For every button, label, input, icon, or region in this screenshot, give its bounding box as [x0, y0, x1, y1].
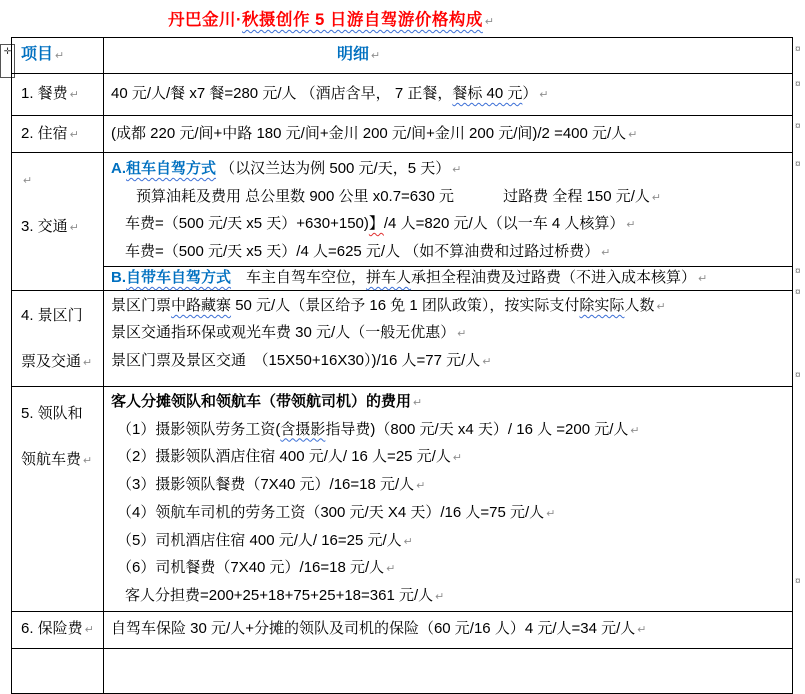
row-detail-partial[interactable]: [104, 648, 793, 693]
text-segment: 5. 领队和: [21, 405, 83, 422]
end-of-row-marker: ¤: [795, 370, 801, 381]
text-segment: 1. 餐费: [21, 85, 68, 102]
paragraph-mark-icon: ↵: [484, 16, 495, 28]
paragraph-mark-icon: ↵: [413, 397, 423, 409]
text-segment: A.: [111, 160, 126, 177]
text-segment: 自带车自驾方式: [126, 269, 232, 286]
text-segment: （4）领航车司机的劳务工资（300 元/天 X4 天）/16 人=75 元/人: [117, 503, 545, 521]
paragraph-mark-icon: ↵: [83, 455, 93, 467]
paragraph-mark-icon: ↵: [539, 89, 549, 101]
text-segment: 承担全程油费及过路费（不进入成本核算）: [411, 269, 697, 286]
row-label-meal[interactable]: [12, 74, 104, 116]
paragraph-mark-icon: ↵: [55, 50, 65, 62]
text-segment: 40 元/人/餐 x7 餐=280 元/人 （酒店含早， 7 正餐，: [111, 85, 453, 102]
text-segment: 指导费)（800 元/天 x4 天）/ 16 人 =200 元/人: [325, 420, 629, 438]
row-detail-transport-own[interactable]: [104, 267, 793, 291]
text-segment: （6）司机餐费（7X40 元）/16=18 元/人: [117, 559, 385, 577]
text-segment: 明细: [337, 46, 370, 63]
text-segment: 领航车费: [21, 451, 82, 468]
paragraph-mark-icon: ↵: [637, 624, 647, 637]
paragraph-mark-icon: ↵: [656, 301, 666, 313]
paragraph-mark-icon: ↵: [69, 89, 79, 101]
paragraph-mark-icon: ↵: [651, 191, 662, 204]
paragraph-mark-icon: ↵: [626, 219, 636, 231]
paragraph-mark-icon: ↵: [371, 50, 381, 62]
table-header-row: [12, 38, 793, 74]
text-segment: 3. 交通: [21, 218, 68, 235]
price-table: [11, 37, 793, 694]
text-segment: 4. 景区门: [21, 307, 83, 324]
row-detail-guide[interactable]: [104, 387, 793, 612]
text-segment: ）: [522, 85, 538, 102]
text-segment: 车主自驾车空位，: [231, 269, 367, 286]
table-row: [12, 611, 793, 648]
row-detail-transport-rent[interactable]: [104, 153, 793, 267]
text-segment: 餐标 40 元: [452, 85, 523, 102]
text-segment: 项目: [21, 46, 54, 63]
row-label-transport[interactable]: [12, 153, 104, 291]
table-row: [12, 153, 793, 267]
text-segment: 中路藏寨: [171, 297, 232, 314]
document-title[interactable]: [168, 7, 495, 35]
text-segment: 预算油耗及费用 总公里数 900 公里 x0.7=630 元 过路费 全程 150 元/人: [136, 187, 650, 205]
text-segment: （2）摄影领队酒店住宿 400 元/人/ 16 人=25 元/人: [117, 448, 451, 466]
end-of-row-marker: ¤: [795, 79, 801, 90]
text-segment: 景区交通指环保或观光车费 30 元/人（一般无优惠）: [111, 324, 456, 342]
text-segment: 客人分担费=200+25+18+75+25+18=361 元/人: [125, 586, 434, 604]
paragraph-mark-icon: ↵: [630, 424, 640, 437]
table-row: [12, 291, 793, 387]
end-of-row-marker: ¤: [795, 266, 801, 277]
text-segment: B.: [111, 269, 126, 286]
paragraph-mark-icon: ↵: [386, 563, 396, 576]
text-segment: 车费=（500 元/天 x5 天）+630+150): [125, 215, 369, 232]
text-segment: 景区门票: [111, 297, 172, 314]
text-segment: 客人分摊领队和领航车（带领航司机）的费用: [111, 393, 412, 410]
paragraph-mark-icon: ↵: [435, 590, 445, 603]
paragraph-mark-icon: ↵: [23, 175, 33, 187]
text-segment: 人数: [624, 297, 655, 314]
paragraph-mark-icon: ↵: [482, 355, 492, 368]
end-of-row-marker: ¤: [795, 121, 801, 132]
table-row-partial: [12, 648, 793, 693]
text-segment: 除实际: [579, 297, 625, 314]
text-segment: （3）摄影领队餐费（7X40 元）/16=18 元/人: [117, 476, 415, 494]
text-segment: 票及交通: [21, 353, 82, 370]
text-segment: 2. 住宿: [21, 124, 68, 142]
paragraph-mark-icon: ↵: [452, 452, 463, 465]
table-move-handle-icon[interactable]: ✛: [0, 44, 15, 78]
paragraph-mark-icon: ↵: [628, 128, 638, 141]
paragraph-mark-icon: ↵: [69, 128, 79, 141]
table-row: [12, 74, 793, 116]
row-label-tickets[interactable]: [12, 291, 104, 387]
end-of-row-marker: ¤: [795, 576, 801, 587]
text-segment: （1）摄影领队劳务工资(: [117, 420, 281, 438]
paragraph-mark-icon: ↵: [698, 273, 708, 285]
paragraph-mark-icon: ↵: [601, 246, 611, 259]
text-segment: 6. 保险费: [21, 620, 83, 638]
text-segment: /4 人=820 元/人（以一车 4 人核算）: [383, 215, 625, 232]
row-label-partial[interactable]: [12, 648, 104, 693]
text-segment: (成都 220 元/间+中路 180 元/间+金川 200 元/间+金川 200 元/间)/2 =400 元/人: [111, 124, 627, 142]
row-label-lodging[interactable]: [12, 116, 104, 153]
row-detail-lodging[interactable]: [104, 116, 793, 153]
text-segment: 自驾车保险 30 元/人+分摊的领队及司机的保险（60 元/16 人）4 元/人=34 元/人: [111, 620, 636, 638]
paragraph-mark-icon: ↵: [546, 507, 556, 520]
text-segment: 50 元/人（景区给予 16 免 1 团队政策），按实际支付: [231, 297, 580, 314]
text-segment: 丹巴金川·: [168, 11, 242, 29]
paragraph-mark-icon: ↵: [457, 328, 467, 341]
end-of-row-marker: ¤: [795, 44, 801, 55]
end-of-row-marker: ¤: [795, 159, 801, 170]
text-segment: （5）司机酒店住宿 400 元/人/ 16=25 元/人: [117, 531, 402, 549]
text-segment: 含摄影: [280, 420, 326, 438]
text-segment: 景区门票及景区交通 （15X50+16X30）)/16 人=77 元/人: [111, 351, 481, 369]
row-detail-meal[interactable]: [104, 74, 793, 116]
header-cell-item[interactable]: [12, 38, 104, 74]
row-label-insurance[interactable]: [12, 611, 104, 648]
paragraph-mark-icon: ↵: [84, 624, 94, 637]
text-segment: 拼车人: [366, 269, 412, 286]
table-row: [12, 387, 793, 612]
text-segment: 秋摄创作 5 日游自驾游价格构成: [242, 11, 483, 29]
paragraph-mark-icon: ↵: [452, 164, 462, 176]
paragraph-mark-icon: ↵: [416, 480, 426, 493]
paragraph-mark-icon: ↵: [403, 535, 413, 548]
text-segment: 车费=（500 元/天 x5 天）/4 人=625 元/人 （如不算油费和过路过桥费）: [125, 242, 600, 260]
row-detail-tickets[interactable]: [104, 291, 793, 387]
table-row: [12, 267, 793, 291]
paragraph-mark-icon: ↵: [83, 357, 93, 369]
text-segment: 】: [368, 215, 384, 232]
table-row: [12, 116, 793, 153]
paragraph-mark-icon: ↵: [69, 222, 79, 234]
header-cell-detail[interactable]: [104, 38, 793, 74]
text-segment: 租车自驾方式: [126, 160, 217, 177]
text-segment: （以汉兰达为例 500 元/天，5 天）: [216, 160, 451, 177]
row-label-guide[interactable]: [12, 387, 104, 612]
row-detail-insurance[interactable]: [104, 611, 793, 648]
end-of-row-marker: ¤: [795, 287, 801, 298]
